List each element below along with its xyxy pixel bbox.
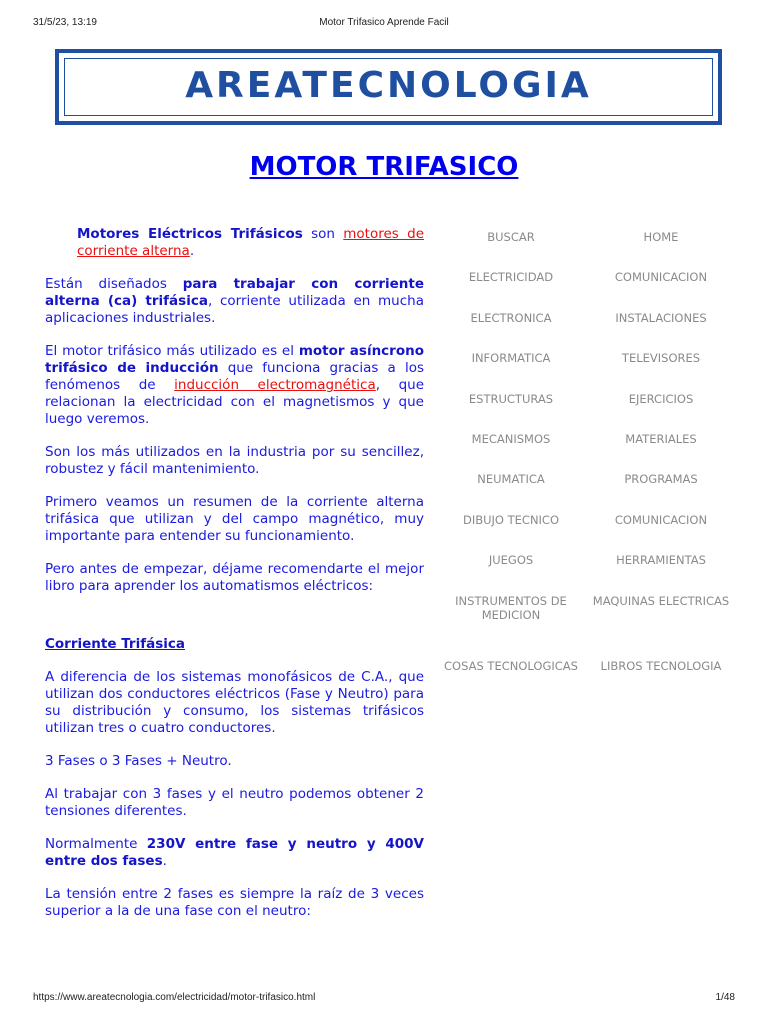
article-paragraph	[45, 836, 424, 870]
side-navigation	[436, 228, 736, 697]
nav-link-dibujo-tecnico[interactable]: DIBUJO TECNICO	[462, 512, 560, 527]
article-paragraph: Pero antes de empezar, déjame recomendarte el mejor libro para aprender los automatismos eléctricos:	[45, 561, 424, 594]
section-heading[interactable]: Corriente Trifásica	[45, 636, 185, 652]
nav-link-materiales[interactable]: MATERIALES	[625, 431, 697, 446]
nav-link-estructuras[interactable]: ESTRUCTURAS	[468, 391, 554, 406]
text: son	[302, 226, 344, 242]
text: Están diseñados	[45, 276, 183, 292]
text: que funciona gracias a los fenómenos de	[45, 360, 424, 393]
nav-link-mecanismos[interactable]: MECANISMOS	[471, 431, 551, 446]
nav-link-electricidad[interactable]: ELECTRICIDAD	[468, 270, 554, 285]
print-url: https://www.areatecnologia.com/electricidad/motor-trifasico.html	[33, 992, 316, 1003]
article-paragraph	[45, 226, 424, 260]
nav-link-comunicacion[interactable]: COMUNICACION	[614, 270, 708, 285]
article-body	[45, 226, 424, 936]
nav-link-herramientas[interactable]: HERRAMIENTAS	[616, 553, 706, 568]
nav-link-instrumentos-de-medicion[interactable]: INSTRUMENTOS DE MEDICION	[455, 593, 567, 622]
article-paragraph: 3 Fases o 3 Fases + Neutro.	[45, 753, 232, 769]
bold-text: Motores Eléctricos Trifásicos	[77, 226, 303, 242]
article-paragraph: La tensión entre 2 fases es siempre la raíz de 3 veces superior a la de una fase con el neutro:	[45, 886, 424, 919]
nav-link-ejercicios[interactable]: EJERCICIOS	[628, 391, 694, 406]
site-logo-banner[interactable]	[55, 49, 722, 125]
text: Normalmente	[45, 836, 147, 852]
article-paragraph: A diferencia de los sistemas monofásicos de C.A., que utilizan dos conductores eléctricos (Fase y Neutro) para su distribución y consumo, los sistemas trifásicos utilizan tres o cuatro conductores.	[45, 669, 424, 736]
text: , que relacionan la electricidad con el magnetismos y que luego veremos.	[45, 377, 425, 427]
bold-text: 230V entre fase y neutro y 400V entre dos fases	[45, 836, 424, 869]
article-paragraph	[45, 276, 424, 327]
nav-link-comunicacion-2[interactable]: COMUNICACION	[614, 512, 708, 527]
nav-link-instalaciones[interactable]: INSTALACIONES	[615, 310, 707, 325]
nav-link-programas[interactable]: PROGRAMAS	[624, 472, 698, 487]
bold-text: motor asíncrono trifásico de inducción	[45, 343, 424, 376]
text: , corriente utilizada en mucha aplicaciones industriales.	[45, 293, 424, 326]
nav-link-juegos[interactable]: JUEGOS	[488, 553, 534, 568]
nav-link-maquinas-electricas[interactable]: MAQUINAS ELECTRICAS	[592, 593, 730, 608]
link-induccion-electromagnetica[interactable]: inducción electromagnética	[174, 377, 376, 393]
print-date: 31/5/23, 13:19	[33, 17, 97, 28]
text: .	[189, 243, 195, 259]
page-title[interactable]: MOTOR TRIFASICO	[249, 152, 519, 182]
nav-link-libros-tecnologia[interactable]: LIBROS TECNOLOGIA	[600, 658, 722, 673]
site-logo-text: AREATECNOLOGIA	[185, 65, 592, 106]
nav-link-electronica[interactable]: ELECTRONICA	[470, 310, 552, 325]
bold-text: para trabajar con corriente alterna (ca) trifásica	[45, 276, 424, 309]
article-paragraph	[45, 343, 424, 428]
nav-link-informatica[interactable]: INFORMATICA	[471, 351, 551, 366]
nav-link-cosas-tecnologicas[interactable]: COSAS TECNOLOGICAS	[444, 658, 578, 673]
nav-link-neumatica[interactable]: NEUMATICA	[477, 472, 545, 487]
print-title: Motor Trifasico Aprende Facil	[319, 17, 449, 28]
article-paragraph: Son los más utilizados en la industria por su sencillez, robustez y fácil mantenimiento.	[45, 444, 424, 477]
nav-link-home[interactable]: HOME	[643, 230, 679, 244]
text: El motor trifásico más utilizado es el	[45, 343, 299, 359]
article-paragraph: Al trabajar con 3 fases y el neutro podemos obtener 2 tensiones diferentes.	[45, 786, 424, 819]
link-motores-corriente-alterna[interactable]: motores de corriente alterna	[77, 226, 424, 259]
text: .	[162, 853, 167, 869]
print-page-number: 1/48	[715, 992, 735, 1003]
article-paragraph: Primero veamos un resumen de la corriente alterna trifásica que utilizan y del campo magnético, muy importante para entender su funcionamiento.	[45, 494, 424, 544]
nav-link-televisores[interactable]: TELEVISORES	[621, 351, 701, 366]
nav-link-buscar[interactable]: BUSCAR	[487, 230, 535, 244]
